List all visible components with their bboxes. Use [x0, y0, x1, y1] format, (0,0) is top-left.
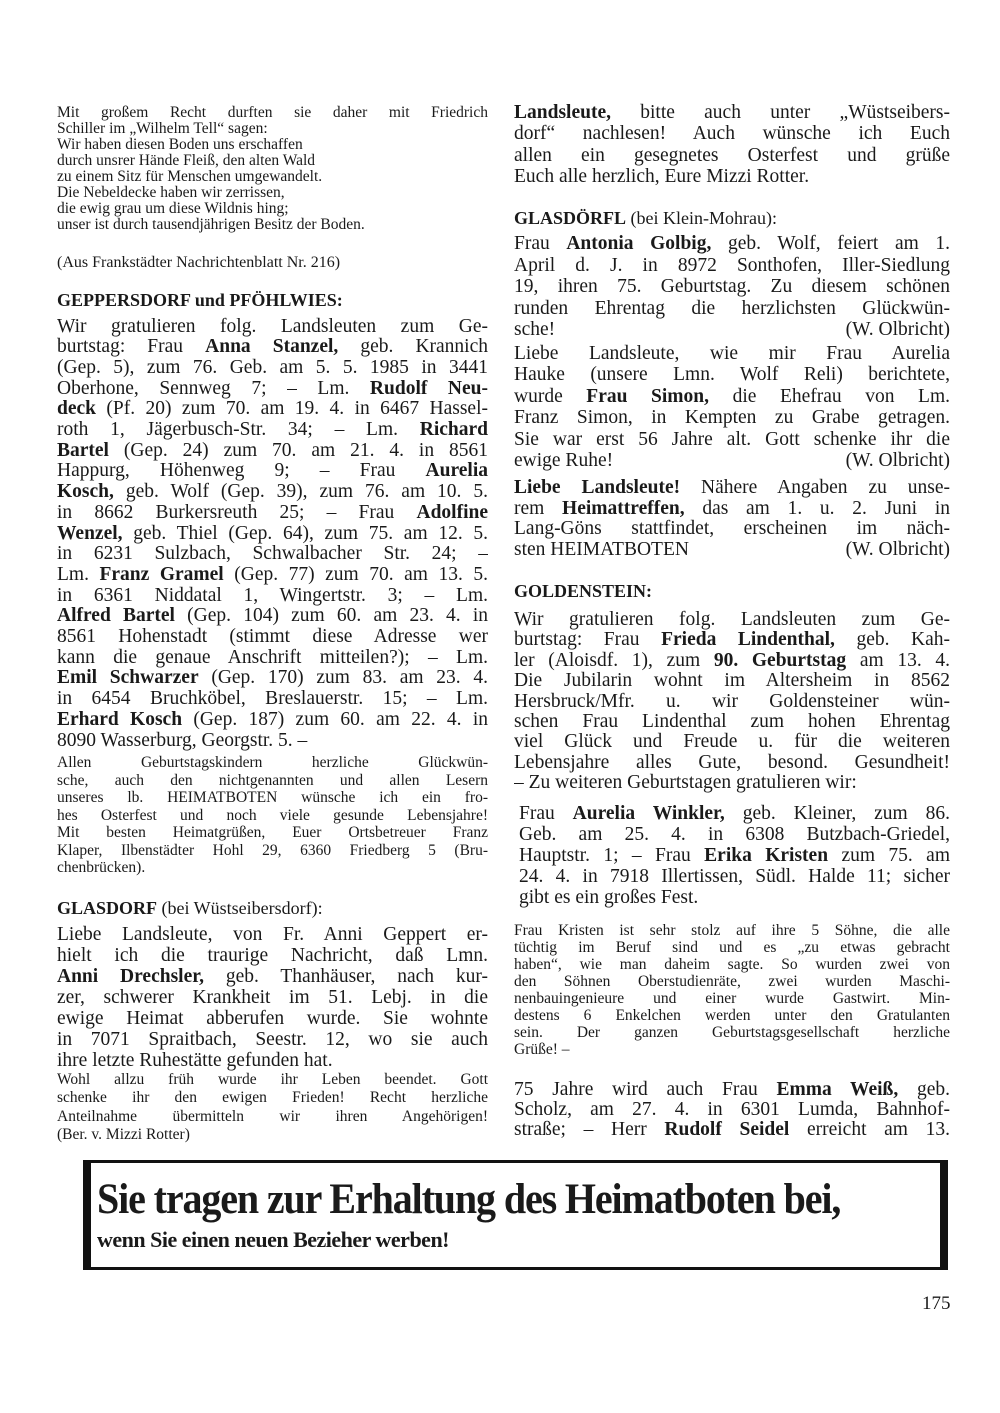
bold-name: Erika Kristen — [704, 844, 829, 866]
text-line — [57, 710, 488, 731]
text: Wir haben diesen Boden uns erschaffen — [57, 137, 303, 153]
text: in 6361 Niddatal 1, Wingertstr. 3; – Lm. — [57, 585, 488, 606]
text-line — [57, 966, 488, 987]
text: (Gep. 24) zum 70. am 21. 4. in 8561 — [108, 440, 488, 461]
text: zum 75. am — [828, 844, 950, 866]
heading-text: GLASDORF — [57, 898, 158, 918]
bold-name: Landsleute, — [514, 102, 611, 123]
text-line — [57, 824, 488, 842]
text-line — [514, 610, 950, 630]
text: den Söhnen Oberstudienräte, zwei wurden Maschi- — [514, 972, 950, 990]
text-line — [57, 565, 488, 586]
text-line — [57, 1071, 488, 1089]
text-line — [57, 185, 488, 201]
text: – Zu weiteren Geburtstagen gratulieren wir: — [514, 773, 857, 794]
text: ewige Heimat abberufen wurde. Sie wohnte — [57, 1007, 488, 1029]
text: geb. Kleiner, zum 86. — [724, 802, 950, 824]
text: zu einem Sitz für Menschen umgewandelt. — [57, 169, 323, 185]
text: hielt ich die traurige Nachricht, daß Lmn. — [57, 944, 488, 966]
text-line — [514, 1120, 950, 1140]
text: ihre letzte Ruhestätte gefunden hat. — [57, 1049, 333, 1071]
bold-name: Anna Stanzel, — [205, 337, 339, 358]
text-line — [57, 482, 488, 503]
bold-name: Rudolf Seidel — [664, 1120, 790, 1140]
text: (Gep. 77) zum 70. am 13. 5. — [223, 564, 488, 585]
text-line — [57, 399, 488, 420]
bold-name: Liebe Landsleute! — [514, 478, 681, 498]
text-line — [57, 379, 488, 400]
text: Geb. am 25. 4. in 6308 Butzbach-Griedel, — [519, 823, 950, 845]
text: nenbauingenieure und einer wurde Gastwirt. Min- — [514, 989, 950, 1007]
text: das am 1. u. 2. Juni in — [684, 498, 950, 519]
text: viel Glück und Freude u. für die weiteren — [514, 732, 950, 753]
text: Allen Geburtstagskindern herzliche Glückwün- — [57, 754, 488, 771]
text-line — [514, 1100, 950, 1120]
text-line — [57, 420, 488, 441]
text: (Ber. v. Mizzi Rotter) — [57, 1125, 190, 1143]
section-heading-geppersdorf — [57, 289, 488, 311]
bold-name: Richard — [419, 420, 488, 441]
text: unseres lb. HEIMATBOTEN wünsche ich ein fro- — [57, 789, 488, 806]
text: Lang-Göns stattfindet, erscheinen im näch- — [514, 519, 950, 539]
bold-name: Aurelia — [425, 461, 488, 482]
text-line — [514, 1041, 950, 1058]
text: Franz Simon, in Kempten zu Grabe getragen. — [514, 407, 950, 429]
text: runden Ehrentag die herzlichsten Glückwün- — [514, 297, 950, 319]
text-line — [514, 319, 950, 341]
text-line — [57, 337, 488, 358]
text: Hersbruck/Mfr. u. wir Goldensteiner wün- — [514, 691, 950, 712]
text-line — [514, 732, 950, 752]
text: April d. J. in 8972 Sonthofen, Iller-Siedlung — [514, 254, 950, 276]
text-line — [57, 772, 488, 790]
text: dorf“ nachlesen! Auch wünsche ich Euch — [514, 123, 950, 145]
text-line — [514, 499, 950, 520]
text: Happurg, Höhenweg 9; – Frau — [57, 461, 426, 482]
bold-name: 90. Geburtstag — [713, 650, 847, 671]
text: bitte auch unter „Wüstseibers- — [610, 102, 950, 123]
text-line — [514, 478, 950, 499]
text: Die Nebeldecke haben wir zerrissen, — [57, 185, 285, 201]
bold-name: deck — [57, 399, 96, 420]
text: Liebe Landsleute, von Fr. Anni Geppert er- — [57, 923, 488, 945]
text-line — [514, 1007, 950, 1024]
heading-text: GEPPERSDORF und PFÖHLWIES: — [57, 290, 343, 310]
text: burtstag: Frau — [57, 337, 206, 358]
text-line — [57, 842, 488, 860]
text-line — [57, 586, 488, 607]
text: Wir gratulieren folg. Landsleuten zum Ge- — [57, 316, 488, 337]
text-line — [57, 105, 488, 121]
text-line — [514, 364, 950, 385]
text-line — [57, 217, 488, 233]
text: geb. Thanhäuser, nach kur- — [203, 965, 488, 987]
schiller-intro — [57, 105, 488, 137]
text-line — [57, 987, 488, 1008]
author-signature: (W. Olbricht) — [845, 539, 950, 560]
text-line — [514, 166, 950, 187]
section-heading-goldenstein — [514, 580, 950, 602]
text: Scholz, am 27. 4. in 6301 Lumda, Bahnhof- — [514, 1100, 950, 1120]
text-line — [514, 956, 950, 973]
text: straße; – Herr — [514, 1120, 665, 1140]
text-line — [57, 1126, 488, 1144]
bold-name: Frau Simon, — [586, 385, 709, 407]
subscription-appeal-box — [83, 1160, 948, 1270]
text-line — [519, 824, 950, 845]
text-line — [519, 887, 950, 908]
bold-name: Wenzel, — [57, 523, 123, 544]
text-line — [57, 317, 488, 338]
text: Grüße! – — [514, 1041, 570, 1059]
heading-text: GLASDÖRFL — [514, 208, 627, 228]
text: 19, ihren 75. Geburtstag. Zu diesem schönen — [514, 276, 950, 297]
text: in 7071 Spraitbach, Seestr. 12, wo sie auch — [57, 1028, 488, 1050]
text: geb. — [898, 1080, 950, 1100]
author-signature: (W. Olbricht) — [845, 450, 950, 472]
text: Nähere Angaben zu unse- — [680, 478, 950, 498]
page-number: 175 — [922, 1293, 951, 1314]
source-citation: (Aus Frankstädter Nachrichtenblatt Nr. 216) — [57, 254, 341, 271]
text-line — [57, 668, 488, 689]
text-line — [514, 692, 950, 712]
goldenstein-further-birthdays — [514, 1080, 950, 1140]
rotter-greeting — [514, 102, 950, 187]
text-line — [57, 859, 488, 877]
bold-name: Heimattreffen, — [562, 498, 685, 519]
heimattreffen-notice — [514, 478, 950, 560]
text: Wir gratulieren folg. Landsleuten zum Ge- — [514, 610, 950, 630]
text: (Pf. 20) zum 70. am 19. 4. in 6467 Hassel- — [96, 399, 488, 420]
text-line — [57, 1029, 488, 1050]
text-line — [514, 973, 950, 990]
goldenstein-more-birthdays — [519, 803, 950, 908]
text-line — [514, 712, 950, 732]
text: (Gep. 187) zum 60. am 22. 4. in — [182, 709, 488, 730]
text-line — [514, 145, 950, 166]
section-heading-glasdorf — [57, 897, 488, 919]
text: ler (Aloisdf. 1), zum — [514, 650, 714, 671]
text: burtstag: Frau — [514, 630, 662, 651]
text-line — [514, 1024, 950, 1041]
text-line — [514, 407, 950, 428]
bold-name: Aurelia Winkler, — [572, 802, 725, 824]
text-line — [514, 753, 950, 773]
text: die Ehefrau von Lm. — [709, 385, 950, 407]
glasdorf-obituary — [57, 924, 488, 1071]
author-signature: (W. Olbricht) — [845, 319, 950, 340]
text-line — [514, 1080, 950, 1100]
bold-name: Franz Gramel — [99, 564, 224, 585]
text: geb. Wolf, feiert am 1. — [711, 233, 950, 254]
bold-name: Frieda Lindenthal, — [661, 630, 835, 651]
text-line — [57, 358, 488, 379]
text: Wohl allzu früh wurde ihr Leben beendet. Gott — [57, 1071, 488, 1088]
text: sein. Der ganzen Geburtstagsgesellschaft herzliche — [514, 1024, 950, 1042]
text-line — [514, 298, 950, 320]
text: Lebensjahre alles Gute, besond. Gesundheit! — [514, 752, 950, 773]
text: (Gep. 170) zum 83. am 23. 4. — [198, 668, 488, 689]
text: die ewig grau um diese Wildnis hing; — [57, 201, 289, 217]
text-line — [514, 255, 950, 277]
text: zer, schwerer Krankheit im 51. Lebj. in die — [57, 986, 488, 1008]
text: Lm. — [57, 564, 100, 585]
glasdoerfl-obituary — [514, 343, 950, 471]
text: ewige Ruhe! — [514, 450, 614, 472]
bold-name: Adolfine — [416, 502, 488, 523]
section-heading-glasdoerfl — [514, 207, 950, 229]
text-line — [514, 123, 950, 144]
text: Euch alle herzlich, Eure Mizzi Rotter. — [514, 165, 810, 187]
text-line — [57, 461, 488, 482]
text-line — [514, 651, 950, 671]
text-line — [57, 524, 488, 545]
text: geb. Kah- — [834, 630, 950, 651]
text-line — [57, 924, 488, 945]
text-line — [57, 1089, 488, 1107]
text-line — [57, 689, 488, 710]
text: Hauptstr. 1; – Frau — [519, 844, 705, 866]
text: in 6231 Sulzbach, Schwalbacher Str. 24; – — [57, 544, 488, 565]
text-line — [514, 922, 950, 939]
text: sche! — [514, 319, 556, 340]
text-line — [57, 544, 488, 565]
bold-name: Emil Schwarzer — [57, 668, 199, 689]
text-line — [514, 276, 950, 298]
text: 24. 4. in 7918 Illertissen, Südl. Halde 11; sicher — [519, 865, 950, 887]
text: Frau Kristen ist sehr stolz auf ihre 5 Söhne, die alle — [514, 921, 950, 939]
text: 8090 Wasserburg, Georgstr. 5. – — [57, 730, 308, 751]
bold-name: Alfred Bartel — [57, 606, 175, 627]
bold-name: Kosch, — [57, 482, 114, 503]
text: erreicht am 13. — [789, 1120, 950, 1140]
text-line — [57, 807, 488, 825]
appeal-subline: wenn Sie einen neuen Bezieher werben! — [97, 1227, 450, 1252]
bold-name: Erhard Kosch — [57, 709, 183, 730]
text-line — [514, 343, 950, 364]
text: kann die genaue Anschrift mitteilen?); – Lm. — [57, 647, 488, 668]
text-line — [57, 137, 488, 153]
text: Mit großem Recht durften sie daher mit Friedrich — [57, 105, 488, 121]
text: durch unsrer Hände Fleiß, den alten Wald — [57, 153, 316, 169]
text-line — [57, 1050, 488, 1071]
text: wurde — [514, 385, 587, 407]
text-line — [514, 540, 950, 561]
text: (Gep. 5), zum 76. Geb. am 5. 5. 1985 in 3441 — [57, 357, 488, 378]
text-line — [57, 627, 488, 648]
text-line — [519, 803, 950, 824]
kristen-note — [514, 922, 950, 1059]
text-line — [57, 169, 488, 185]
text: haben“, wie man daheim sagte. So wurden zwei von — [514, 955, 950, 973]
text: Die Jubilarin wohnt im Altersheim in 8562 — [514, 671, 950, 692]
text: in 6454 Bruchköbel, Breslauerstr. 15; – Lm. — [57, 689, 488, 710]
bold-name: Emma Weiß, — [776, 1080, 899, 1100]
text: schenke ihr den ewigen Frieden! Recht herzliche — [57, 1089, 488, 1107]
text-line — [57, 648, 488, 669]
text: geb. Thiel (Gep. 64), zum 75. am 12. 5. — [122, 523, 488, 544]
text: Liebe Landsleute, wie mir Frau Aurelia — [514, 343, 950, 364]
text-line — [514, 233, 950, 255]
text-line — [57, 1108, 488, 1126]
text-line — [514, 939, 950, 956]
text-line — [57, 503, 488, 524]
text-line — [514, 429, 950, 450]
text-line — [57, 1008, 488, 1029]
bold-name: Bartel — [57, 440, 109, 461]
text: gibt es ein großes Fest. — [519, 886, 699, 908]
text: geb. Krannich — [338, 337, 488, 358]
bold-name: Anni Drechsler, — [57, 965, 204, 987]
text-line — [514, 386, 950, 407]
text: Hauke (unsere Lmn. Wolf Reli) berichtete, — [514, 364, 950, 386]
glasdorf-condolence — [57, 1071, 488, 1144]
text: schen Frau Lindenthal zum hohen Ehrentag — [514, 712, 950, 733]
text-line — [514, 102, 950, 123]
goldenstein-birthdays — [514, 610, 950, 794]
text-line — [57, 789, 488, 807]
glasdoerfl-birthday — [514, 233, 950, 341]
text: Mit besten Heimatgrüßen, Euer Ortsbetreuer Franz — [57, 824, 488, 841]
text-line — [514, 773, 950, 793]
text: geb. Wolf (Gep. 39), zum 76. am 10. 5. — [113, 482, 488, 503]
text-line — [514, 990, 950, 1007]
schiller-verse — [57, 137, 488, 233]
text: 8561 Hohenstadt (stimmt diese Adresse wer — [57, 627, 488, 648]
text-line — [57, 731, 488, 752]
text-line — [514, 450, 950, 471]
text: destens 6 Enkelchen werden unter den Gratulanten — [514, 1006, 950, 1024]
text: hes Osterfest und noch viele gesunde Lebensjahre! — [57, 806, 488, 824]
heading-subtitle: (bei Klein-Mohrau): — [626, 208, 777, 228]
text: (Gep. 104) zum 60. am 23. 4. in — [174, 606, 488, 627]
text-line — [57, 945, 488, 966]
text-line — [514, 519, 950, 540]
text: Sie war erst 56 Jahre alt. Gott schenke ihr die — [514, 428, 950, 450]
text: roth 1, Jägerbusch-Str. 34; – Lm. — [57, 420, 420, 441]
text: 75 Jahre wird auch Frau — [514, 1080, 777, 1100]
text: Anteilnahme übermitteln wir ihren Angehörigen! — [57, 1107, 488, 1125]
text: Schiller im „Wilhelm Tell“ sagen: — [57, 121, 268, 137]
text-line — [514, 630, 950, 650]
heading-subtitle: (bei Wüstseibersdorf): — [157, 898, 323, 918]
geppersdorf-birthdays — [57, 317, 488, 752]
text-line — [514, 671, 950, 691]
appeal-headline: Sie tragen zur Erhaltung des Heimatboten bei, — [97, 1176, 841, 1223]
text-line — [57, 606, 488, 627]
text: Frau — [514, 233, 567, 254]
text-line — [519, 866, 950, 887]
text: am 13. 4. — [846, 650, 950, 671]
bold-name: Rudolf Neu- — [369, 378, 488, 399]
text: sche, auch den nichtgenannten und allen Lesern — [57, 771, 488, 789]
text-line — [519, 845, 950, 866]
text: tüchtig im Beruf sind und es „zu etwas gebracht — [514, 938, 950, 956]
text: rem — [514, 498, 563, 519]
text: Oberhone, Sennweg 7; – Lm. — [57, 378, 370, 399]
geppersdorf-greeting — [57, 754, 488, 877]
bold-name: Antonia Golbig, — [566, 233, 712, 254]
text-line — [57, 754, 488, 772]
text-line — [57, 153, 488, 169]
text: in 8662 Burkersreuth 25; – Frau — [57, 502, 417, 523]
text-line — [57, 441, 488, 462]
text-line — [57, 201, 488, 217]
text: sten HEIMATBOTEN — [514, 539, 689, 560]
text: allen ein gesegnetes Osterfest und grüße — [514, 144, 950, 166]
text: Frau — [519, 802, 573, 824]
text-line — [57, 121, 488, 137]
heading-text: GOLDENSTEIN: — [514, 581, 653, 601]
text: unser ist durch tausendjährigen Besitz der Boden. — [57, 217, 365, 233]
text: Klaper, Ilbenstädter Hohl 29, 6360 Friedberg 5 (Bru- — [57, 841, 488, 859]
text: chenbrücken). — [57, 859, 146, 876]
